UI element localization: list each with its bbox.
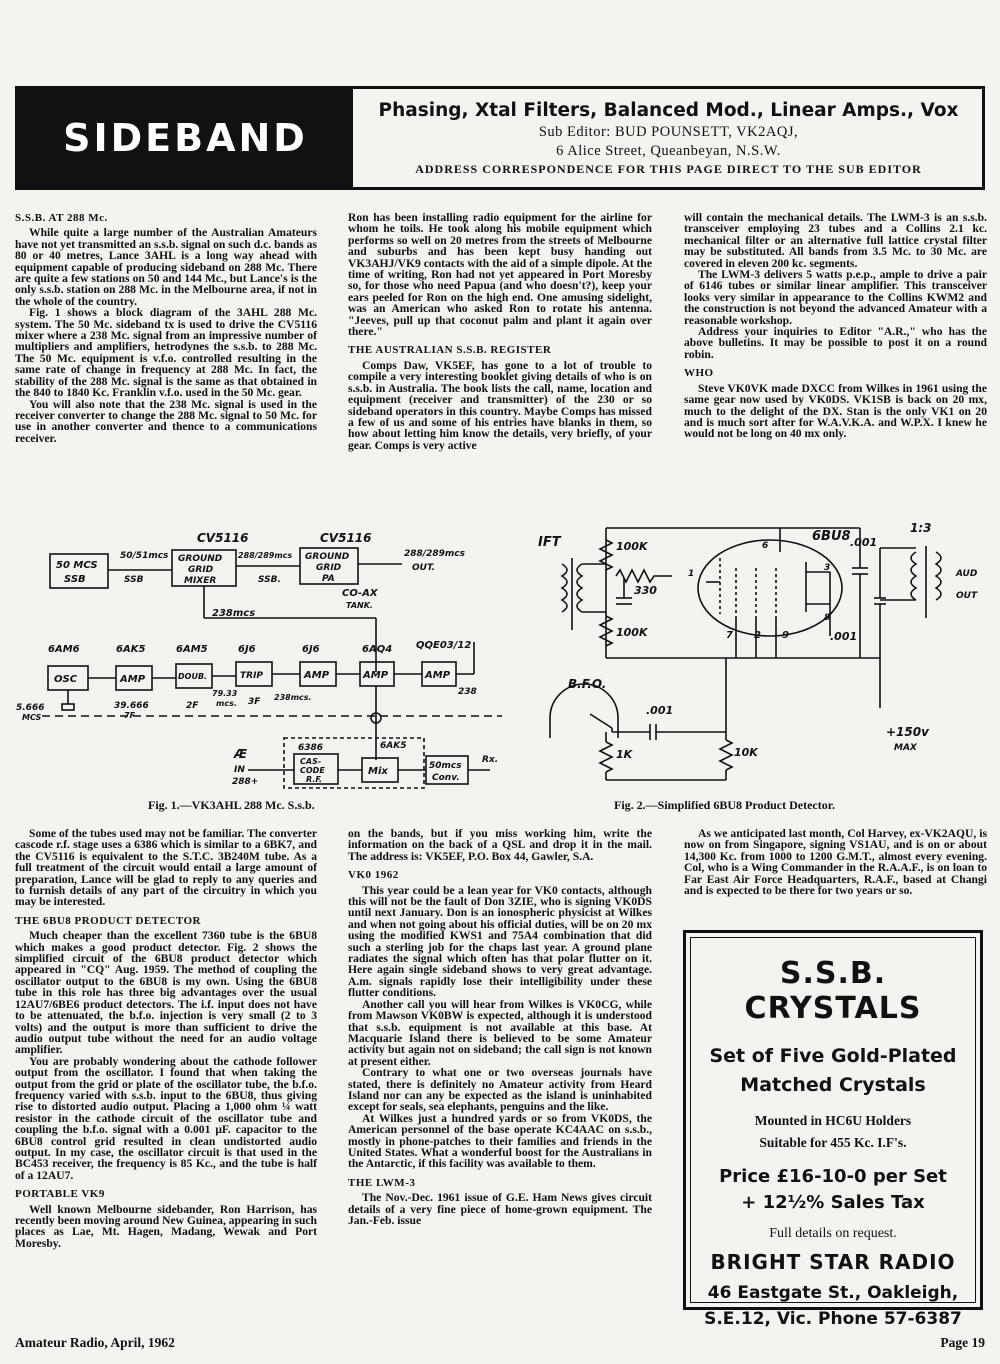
label: 6386 [298,743,324,753]
label: 2F [186,701,199,711]
advert-company: BRIGHT STAR RADIO [710,1250,956,1274]
label: 6AM6 [48,644,80,655]
paragraph: Address your inquiries to Editor "A.R.," who has the above bulletins. It may be possible to post it on a round robin. [684,325,987,361]
label: SSB [124,575,144,585]
paragraph: You are probably wondering about the cathode follower output from the oscillator. I found that when taking the output from the grid or plate of the oscillator tube, the b.f.o. frequency varied with s.s.b. input to the 6BU8, thus giving rise to distorted audio output. Placing a 1,000 ohm ¼ watt resistor in the cathode circuit of the oscillator tube and coupling the b.f.o. signal with a 0.001 μF. capacitor to the 6BU8 control grid resulted in clean undistorted audio output. In my case, the oscillator circuit is that used in the BC453 receiver, the frequency is 85 Kc., and the tube is half of a 12AU7. [15,1054,317,1182]
label: B.F.O. [568,677,607,691]
label: PA [322,574,335,584]
label: 50/51mcs [120,551,169,561]
label: 7F [124,711,136,720]
label: 238 [458,687,477,697]
top-column-3 [684,212,987,440]
label: 330 [634,584,657,597]
advert-line-3: Mounted in HC6U Holders [754,1113,912,1128]
label: .001 [850,536,878,549]
footer-page-number: Page 19 [940,1335,985,1350]
editor-address: 6 Alice Street, Queanbeyan, N.S.W. [556,143,781,159]
paragraph: While quite a large number of the Australian Amateurs have not yet transmitted an s.s.b. signal on such d.c. bands as 80 or 40 metres, Lance 3AHL is a long way ahead with equipment capable of producing sideband on 288 Mc. There are quite a few stations on 50 and 144 Mc., but Lance's is the only s.s.b. station on 288 Mc. in the Melbourne area, if not in the whole of the country. [15,226,317,308]
label: 6 [762,541,769,551]
label: OUT. [412,563,435,573]
label: mcs. [216,699,237,708]
label: MIXER [184,576,217,586]
label: OUT [956,591,978,601]
label: Rx. [482,755,499,765]
bottom-column-3 [684,828,987,896]
heading-vk0-1962: VK0 1962 [348,869,399,882]
label: SSB [64,574,86,585]
label: GRID [316,563,342,573]
label: 2 [754,630,761,641]
advert-title: S.S.B. CRYSTALS [744,956,922,1026]
label: IN [234,765,245,775]
correspondence-note: ADDRESS CORRESPONDENCE FOR THIS PAGE DIRECT TO THE SUB EDITOR [415,162,922,176]
advert-address-1: 46 Eastgate St., Oakleigh, [707,1283,959,1303]
footer-publication: Amateur Radio, April, 1962 [15,1335,175,1350]
label: 3 [824,563,831,573]
label: GROUND [178,554,223,564]
label: 7 [726,630,733,641]
advert-price-line: Price £16-10-0 per Set [719,1166,947,1187]
label: CODE [300,766,325,775]
label: 39.666 [114,701,149,711]
label: 6J6 [238,644,256,655]
label: AMP [120,674,146,685]
advert-address-2: S.E.12, Vic. Phone 57-6387 [704,1309,962,1329]
label: IFT [538,535,561,550]
label: 6J6 [302,644,320,655]
paragraph: Fig. 1 shows a block diagram of the 3AHL 288 Mc. system. The 50 Mc. sideband tx is used to drive the CV5116 mixer where a 238 Mc. signal from an impressive number of multipliers and amplifiers, hetrodynes the s.s.b. to 288 Mc. The 50 Mc. equipment is v.f.o. controlled resulting in the same rate of change in frequency at 288 Mc. In fact, the stability of the 288 Mc. signal is the same as that obtained in the 840 to 1840 Kc. Franklin v.f.o. used in the 50 Mc. gear. [15,306,317,400]
heading-portable-vk9: PORTABLE VK9 [15,1188,105,1201]
heading-6bu8: THE 6BU8 PRODUCT DETECTOR [15,914,201,927]
label: GROUND [305,552,350,562]
label: .001 [646,704,674,717]
label: 8 [824,613,831,623]
heading-ssb-register: THE AUSTRALIAN S.S.B. REGISTER [348,344,552,357]
paragraph: The LWM-3 delivers 5 watts p.e.p., ample to drive a pair of 6146 tubes or similar linear amplifier. This transceiver looks very similar in appearance to the Collins KWM2 and the construction is not beyond the advanced Amateur with a reasonable workshop. [684,268,987,327]
label: 100K [616,626,648,639]
label: +150v [886,725,929,739]
paragraph: At Wilkes just a hundred yards or so from VK0DS, the American personnel of the base operate KC4AAC on s.s.b., mostly in phone-patches to their families and friends in the United States. What a wonderful boost for the Australians in the Antarctic, if this facility was available to them. [348,1111,652,1171]
ssb-crystals-advert [683,930,983,1329]
label: 3F [248,697,261,707]
label: 6AM5 [176,644,208,655]
label: 50 MCS [56,560,98,571]
paragraph: Another call you will hear from Wilkes is VK0CG, while from Mawson VK0BW is expected, although it is understood that s.s.b. equipment is not available at this base. At Macquarie Island there is believed to be some Amateur activity but again not on sideband; the call sign is not known at present either. [348,997,652,1068]
label: MCS [22,713,42,722]
label: 288/289mcs [238,551,293,560]
masthead [15,86,985,190]
advert-holders [691,1110,975,1154]
label: 100K [616,540,648,553]
label: 288/289mcs [404,549,465,559]
label: OSC [54,674,78,685]
advert-details: Full details on request. [769,1226,897,1241]
label: AUD [956,569,978,579]
heading-ssb-288: S.S.B. AT 288 Mc. [15,212,108,224]
paragraph: This year could be a lean year for VK0 contacts, although this will not be the fault of Don 3ZIE, who is signing VK0DS until next January. Don is an ionospheric physicist at Wilkes and when not going about his official duties, will be on 20 mx using the modified KWS1 and 75A4 combination that did such a sterling job for the chaps last year. A ground plane radiates the signal which often has that polar flutter on it. Here again single sideband shows to very great advantage. A.m. signals rapidly lose their intelligibility under these flutter conditions. [348,883,652,1000]
advert-line-2: Matched Crystals [740,1074,926,1096]
label: QQE03/12 [416,640,472,651]
paragraph: The Nov.-Dec. 1961 issue of G.E. Ham News gives circuit details of a very fine piece of home-grown equipment. The Jan.-Feb. issue [348,1191,652,1227]
section-title: SIDEBAND [18,89,353,187]
label: 1 [688,569,695,579]
label: Mix [368,766,388,777]
label: TANK. [346,601,373,610]
label: 6BU8 [812,529,851,544]
label: TRIP [240,671,264,681]
bottom-column-2 [348,828,652,1226]
label: 238mcs. [274,693,312,702]
masthead-subtitle: Phasing, Xtal Filters, Balanced Mod., Linear Amps., Vox [378,100,959,121]
label: 1K [616,748,633,761]
paragraph: on the bands, but if you miss working him, write the information on the back of a QSL and drop it in the mail. The address is: VK5EF, P.O. Box 44, Gawler, S.A. [348,827,652,863]
label: DOUB. [178,672,208,681]
label: 1:3 [910,521,932,535]
advert-address [691,1280,975,1332]
paragraph: will contain the mechanical details. The LWM-3 is an s.s.b. transceiver employing 23 tubes and a Collins 2.1 kc. mechanical filter or an alternative full lattice crystal filter may be substituted. All bands from 3.5 Mc. to 30 Mc. are covered in eleven 200 kc. segments. [684,211,987,270]
label: CV5116 [197,531,249,545]
label: Æ [234,747,248,761]
ift-coil [562,564,567,612]
label: AMP [363,670,389,681]
advert-line-1: Set of Five Gold-Plated [709,1045,957,1067]
advert-tax-line: + 12½% Sales Tax [741,1192,925,1213]
heading-lwm3: THE LWM-3 [348,1176,416,1189]
label: CO-AX [342,588,378,599]
bottom-column-1 [15,828,317,1249]
label: MAX [894,743,917,753]
label: CAS- [300,757,322,766]
label: 79.33 [212,689,238,698]
advert-line-4: Suitable for 455 Kc. I.F's. [759,1135,907,1150]
label: 6AK5 [116,644,146,655]
label: SSB. [258,575,281,585]
label: R.F. [306,775,323,784]
label: 288+ [232,777,259,787]
masthead-info [363,99,974,177]
figure-2-schematic [520,518,990,803]
label: 238mcs [212,608,256,619]
label: CV5116 [320,531,372,545]
advert-price [691,1164,975,1216]
label: AMP [425,670,451,681]
label: 6AK5 [380,741,407,751]
paragraph: Well known Melbourne sidebander, Ron Harrison, has recently been moving around New Guinea, appearing in such places as Lae, Mt. Hagen, Madang, Wewak and Port Moresby. [15,1202,318,1250]
paragraph: Comps Daw, VK5EF, has gone to a lot of trouble to compile a very interesting booklet giving details of who is on s.s.b. in Australia. The book lists the call, name, location and equipment (receiver and transmitter) of the 230 or so sideband operators in this country. Maybe Comps has missed a few of us and some of his entries have blanks in them, so how about letting him know the details, very briefly, of your gear. Comps is very active [348,358,652,452]
paragraph: Some of the tubes used may not be familiar. The converter cascode r.f. stage uses a 6386 which is similar to a 6BK7, and the CV5116 is equivalent to the S.T.C. 3B240M tube. As a full treatment of the circuit would entail a large amount of preparation, Lance will be glad to reply to any queries and to furnish details of any part of the circuitry in which you may be interested. [15,827,317,909]
top-column-2 [348,212,652,451]
advert-line [691,1042,975,1100]
paragraph: Ron has been installing radio equipment for the airline for whom he toils. He took along his mobile equipment which performs so well on 20 metres from the streets of Melbourne and suburbs and has been kept busy handing out VK3AHJ/VK9 contacts with the aid of a simple dipole. At the time of writing, Ron had not yet appeared in Port Moresby so, for those who need Papua (and who doesn't?), keep your ears peeled for Ron on the high end. One amusing sidelight, was an American who asked Ron to rotate his antenna. "Jeeves, pull up that coconut palm and plant it again over there." [348,211,652,339]
label: AMP [304,670,330,681]
paragraph: You will also note that the 238 Mc. signal is used in the receiver converter to change the 288 Mc. signal to 50 Mc. for use in another converter and thence to a communications receiver. [15,397,317,445]
figure-1-caption: Fig. 1.—VK3AHL 288 Mc. S.s.b. [148,798,315,812]
paragraph: Steve VK0VK made DXCC from Wilkes in 1961 using the same gear now used by VK0DS. VK1SB is back on 20 mx, much to the delight of the DX. Stan is the only VK1 on 20 and is much sort after for W.A.V.K.A. and W.P.X. I knew he would not be long on 40 mx only. [684,381,987,441]
paragraph: Much cheaper than the excellent 7360 tube is the 6BU8 which makes a good product detector. Fig. 2 shows the simplified circuit of the 6BU8 product detector which appeared in "CQ" Aug. 1959. The method of coupling the oscillator output to the 6BU8 is my own. Using the 6BU8 tube in this role has three big advantages over the usual 12AU7/6BE6 product detectors. The i.f. input does not have to be attenuated, the b.f.o. injection is very small (2 to 3 volts) and the output is more than sufficient to drive the audio output tube without the need for an audio voltage amplifier. [15,929,317,1057]
label: 5.666 [16,703,45,713]
figure-1-block-diagram [12,522,512,804]
sub-editor: Sub Editor: BUD POUNSETT, VK2AQJ, [538,124,799,140]
output-transformer [911,552,916,600]
heading-who: WHO [684,367,714,380]
label: .001 [830,630,858,643]
top-column-1 [15,212,317,444]
paragraph: Contrary to what one or two overseas journals have stated, there is definitely no Amateur activity from Heard Island nor can any be expected as the island is uninhabited except for seals, sea elephants, penguins and the like. [348,1066,652,1114]
label: 50mcs [429,761,462,771]
label: 10K [734,746,758,759]
label: 6AQ4 [362,644,393,655]
label: 9 [782,630,789,641]
paragraph: As we anticipated last month, Col Harvey, ex-VK2AQU, is now on from Singapore, signing VS1AU, and is on or about 14,300 Kc. from 1000 to 1200 G.M.T., almost every evening. Col, who is a Wing Commander in the R.A.A.F., is on loan to Far East Air Force Headquarters, R.A.F., based at Changi and is expected to be there for two years or so. [684,827,987,898]
label: Conv. [432,773,460,783]
figure-2-caption: Fig. 2.—Simplified 6BU8 Product Detector. [614,798,835,812]
label: GRID [188,565,214,575]
